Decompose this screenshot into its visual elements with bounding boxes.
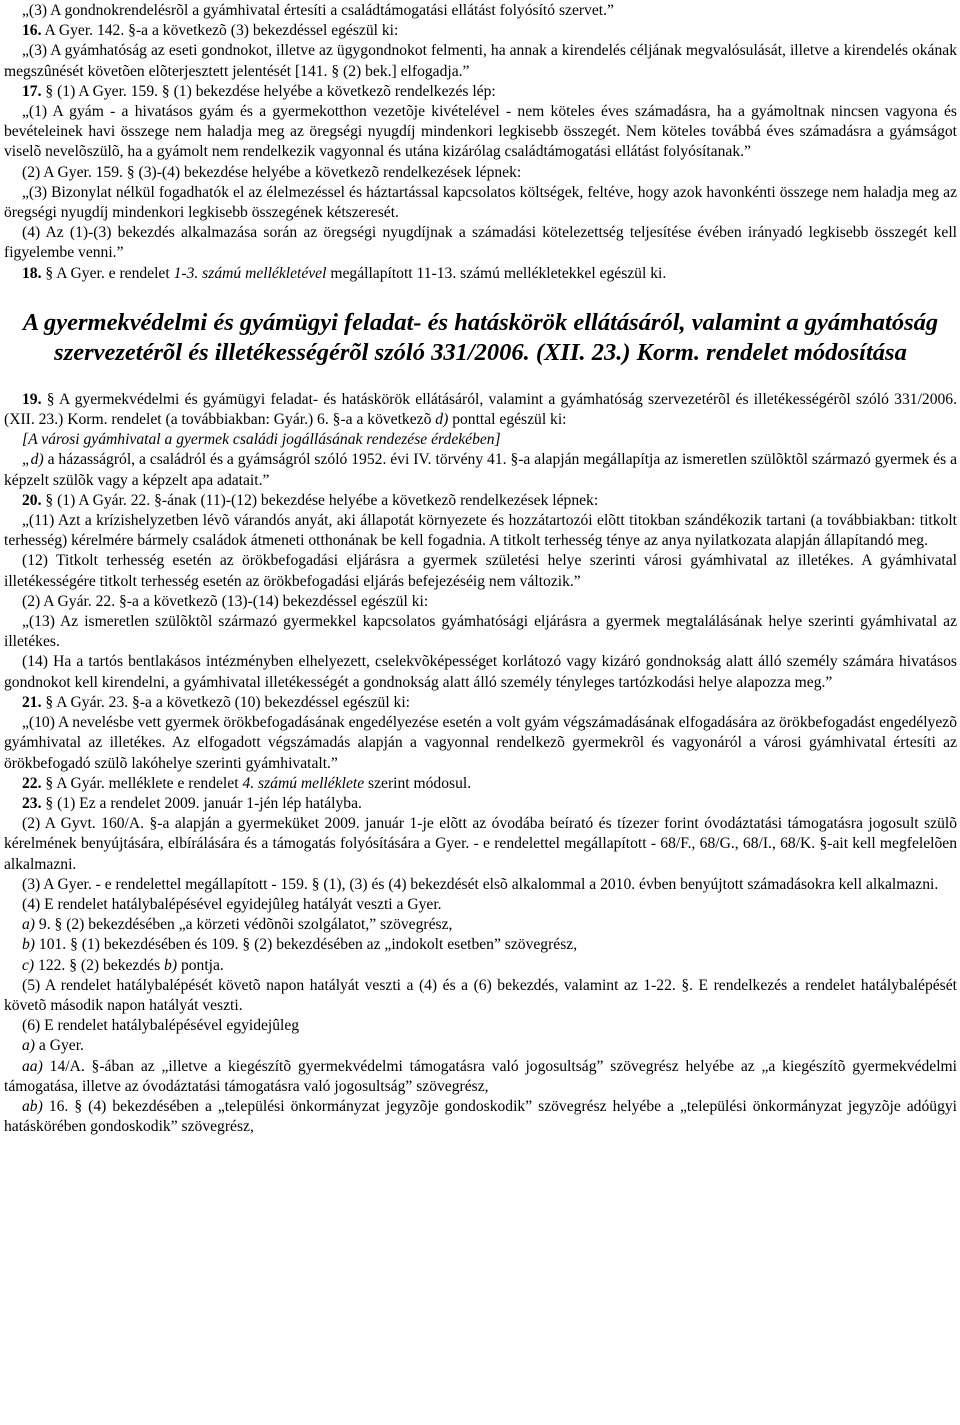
italic-text: ab)	[22, 1097, 43, 1115]
text: § A Gyár. melléklete e rendelet	[45, 774, 239, 792]
italic-text: 4. számú melléklete	[242, 774, 365, 792]
paragraph	[4, 430, 957, 450]
text: 122. § (2) bekezdés	[38, 956, 161, 974]
paragraph	[4, 875, 957, 895]
italic-text: 1-3. számú mellékletével	[173, 264, 327, 282]
paragraph	[4, 511, 957, 551]
text: „(13) Az ismeretlen szülõktõl származó gyermekkel kapcsolatos gyámhatósági eljárásra a gyermek megtalálásának helye szerinti gyámhivatal az illetékes.	[4, 613, 957, 651]
italic-text: a)	[22, 1037, 35, 1055]
text: § A Gyer. e rendelet	[45, 264, 170, 282]
text: 9. § (2) bekezdésében „a körzeti védõnõi szolgálatot,” szövegrész,	[38, 916, 453, 934]
paragraph	[4, 102, 957, 163]
text: 16. § (4) bekezdésében a „települési önkormányzat jegyzõje gondoskodik” szövegrész helyébe a „települési önkormányzat jegyzõje adóügyi hatáskörében gondoskodik” szövegrész,	[4, 1097, 958, 1136]
paragraph	[4, 491, 957, 511]
text: „(3) A gyámhatóság az eseti gondnokot, illetve az ügygondnokot felmenti, ha annak a kirendelés céljának megvalósulását, illetve a kirendelés okának megszûnését követõen elõterjesztett jelentését [141. § (2) bek.] elfogadja.”	[4, 42, 957, 80]
paragraph	[4, 612, 957, 652]
text: „(10) A nevelésbe vett gyermek örökbefogadásának engedélyezése esetén a volt gyám végszámadásának elfogadására az örökbefogadást engedélyezõ gyámhivatal az illetékes. Az elfogadott végszámadás alapján a vagyonnal rendelkezõ gyermekrõl és vagyonáról a városi gyámhivatal értesíti az örökbefogadó szülõ lakóhelye szerinti gyámhivatalt.”	[4, 714, 957, 772]
text: § A gyermekvédelmi és gyámügyi feladat- és hatáskörök ellátásáról, valamint a gyámhatóság szervezetérõl és illetékességérõl szóló 331/2006. (XII. 23.) Korm. rendelet (a továbbiakban: Gyár.) 6. §-a a következõ	[4, 390, 957, 429]
text: ponttal egészül ki:	[452, 411, 567, 429]
text: szerint módosul.	[368, 774, 472, 792]
text: (6) E rendelet hatálybalépésével egyidejûleg	[22, 1017, 300, 1035]
paragraph	[4, 223, 957, 263]
text: § (1) Ez a rendelet 2009. január 1-jén lép hatályba.	[45, 794, 362, 812]
section-number: 23.	[22, 794, 42, 812]
paragraph	[4, 976, 957, 1016]
text: (2) A Gyvt. 160/A. §-a alapján a gyermeküket 2009. január 1-je elõtt az óvodába beírató és tízezer forint óvodáztatási támogatásra jogosult szülõ kérelmének benyújtására, elbírálására és a támogatás folyósítására a Gyer. - e rendelettel megállapított - 68/F., 68/G., 68/I., 68/K. §-ait kell megfelelõen alkalmazni.	[4, 815, 957, 873]
paragraph	[4, 1, 957, 21]
paragraph	[4, 390, 957, 430]
text: (4) E rendelet hatálybalépésével egyidejûleg hatályát veszti a Gyer.	[22, 895, 442, 913]
paragraph	[4, 551, 957, 591]
list-item	[4, 1057, 957, 1097]
paragraph	[4, 82, 957, 102]
italic-text: d)	[435, 411, 449, 429]
paragraph	[4, 183, 957, 223]
paragraph	[4, 652, 957, 692]
section-number: 16.	[22, 22, 42, 40]
text: (4) Az (1)-(3) bekezdés alkalmazása során az öregségi nyugdíjnak a számadási kötelezettség teljesítése évében irányadó legkisebb összegét kell figyelembe venni.”	[4, 224, 957, 262]
text: (2) A Gyár. 22. §-a a következõ (13)-(14) bekezdéssel egészül ki:	[22, 592, 429, 610]
section-title: A gyermekvédelmi és gyámügyi feladat- és hatáskörök ellátásáról, valamint a gyámhatóság szervezetérõl és illetékességérõl szóló 331/2006. (XII. 23.) Korm. rendelet módosítása	[22, 308, 939, 366]
paragraph	[4, 814, 957, 875]
text: (12) Titkolt terhesség esetén az örökbefogadási eljárásra a gyermek születési helye szerinti városi gyámhivatal az illetékes. A gyámhivatal illetékességére titkolt terhesség esetén az örökbefogadási eljárás befejezéséig nem változik.”	[4, 552, 957, 590]
paragraph	[4, 264, 957, 284]
italic-text: a)	[22, 916, 35, 934]
list-item	[4, 956, 957, 976]
text: 14/A. §-ában az „illetve a kiegészítõ gyermekvédelmi támogatásra való jogosultság” szövegrész helyébe az „a kiegészítõ gyermekvédelmi támogatása, illetve az óvodáztatási támogatásra való jogosultság” szövegrész,	[4, 1057, 958, 1095]
document-page	[4, 0, 957, 1137]
section-number: 19.	[22, 390, 42, 408]
text: „(3) Bizonylat nélkül fogadhatók el az élelmezéssel és háztartással kapcsolatos költségek, feltéve, hogy azok havonkénti összege nem haladja meg az öregségi nyugdíj mindenkori legkisebb összegének kétszeresét.	[4, 183, 957, 222]
paragraph	[4, 163, 957, 183]
text: (14) Ha a tartós bentlakásos intézményben elhelyezett, cselekvõképességet korlátozó vagy kizáró gondnokság alatt álló személy számára hivatásos gondnokot kell kirendelni, a gyámhivatal illetékességét a gondnokság alatt álló személy tényleges tartózkodási helye alapozza meg.”	[4, 653, 957, 691]
italic-text: b)	[164, 956, 178, 974]
italic-text: c)	[22, 956, 35, 974]
paragraph	[4, 774, 957, 794]
paragraph	[4, 794, 957, 814]
section-number: 17.	[22, 82, 42, 100]
text: A Gyer. 142. §-a a következõ (3) bekezdéssel egészül ki:	[44, 22, 399, 40]
paragraph	[4, 693, 957, 713]
section-number: 18.	[22, 264, 42, 282]
section-number: 20.	[22, 491, 42, 509]
text: (5) A rendelet hatálybalépését követõ napon hatályát veszti a (4) és a (6) bekezdés, valamint az 1-22. §. E rendelkezés a rendelet hatálybalépését követõ második napon hatályát veszti.	[4, 976, 957, 1014]
italic-text: „d)	[22, 451, 44, 469]
text: (2) A Gyer. 159. § (3)-(4) bekezdése helyébe a következõ rendelkezések lépnek:	[22, 163, 522, 181]
italic-text: b)	[22, 936, 35, 954]
text: megállapított 11-13. számú mellékletekkel egészül ki.	[330, 264, 667, 282]
paragraph	[4, 41, 957, 81]
paragraph	[4, 895, 957, 915]
text: § (1) A Gyár. 22. §-ának (11)-(12) bekezdése helyébe a következõ rendelkezések lépnek:	[45, 491, 599, 509]
paragraph	[4, 1016, 957, 1036]
list-item	[4, 915, 957, 935]
italic-text: aa)	[22, 1057, 43, 1075]
paragraph	[4, 713, 957, 774]
italic-text: [A városi gyámhivatal a gyermek családi jogállásának rendezése érdekében]	[22, 431, 501, 449]
text: (3) A Gyer. - e rendelettel megállapított - 159. § (1), (3) és (4) bekezdését elsõ alkalommal a 2010. évben benyújtott számadásokra kell alkalmazni.	[22, 875, 939, 893]
text: „(11) Azt a krízishelyzetben lévõ várandós anyát, aki állapotát környezete és hozzátartozói elõtt titokban szándékozik tartani (a továbbiakban: titkolt terhesség) kérelmére bármely családok átmeneti otthonának be kell fogadnia. A titkolt terhesség ténye az anya nyilatkozata alapján állapítandó meg.	[4, 512, 957, 550]
text: pontja.	[180, 956, 224, 974]
paragraph	[4, 21, 957, 41]
text: 101. § (1) bekezdésében és 109. § (2) bekezdésében az „indokolt esetben” szövegrész,	[38, 936, 578, 954]
list-item	[4, 935, 957, 955]
text: § (1) A Gyer. 159. § (1) bekezdése helyébe a következõ rendelkezés lép:	[45, 82, 496, 100]
text: „(1) A gyám - a hivatásos gyám és a gyermekotthon vezetõje kivételével - nem köteles éves számadásra, ha a gyámoltnak nincsen vagyona és bevételeinek havi összege nem haladja meg az öregségi nyugdíj mindenkori legkisebb összegét. Nem köteles továbbá éves számadásra a gyámságot viselõ nevelõszülõ, ha a gyámolt nem rendelkezik vagyonnal és utána kizárólag családtámogatási ellátást folyósítanak.”	[4, 103, 957, 161]
list-item	[4, 1097, 957, 1137]
text: a házasságról, a családról és a gyámságról szóló 1952. évi IV. törvény 41. §-a alapján megállapítja az ismeretlen szülõktõl származó gyermek és a képzelt szülõk vagy a képzelt apa adatait.”	[4, 451, 957, 489]
list-item	[4, 1036, 957, 1056]
text: a Gyer.	[38, 1037, 84, 1055]
paragraph	[4, 450, 957, 490]
paragraph	[4, 592, 957, 612]
section-number: 22.	[22, 774, 42, 792]
section-number: 21.	[22, 693, 42, 711]
text: „(3) A gondnokrendelésrõl a gyámhivatal értesíti a családtámogatási ellátást folyósító szervet.”	[22, 2, 614, 19]
text: § A Gyár. 23. §-a a következõ (10) bekezdéssel egészül ki:	[45, 693, 411, 711]
